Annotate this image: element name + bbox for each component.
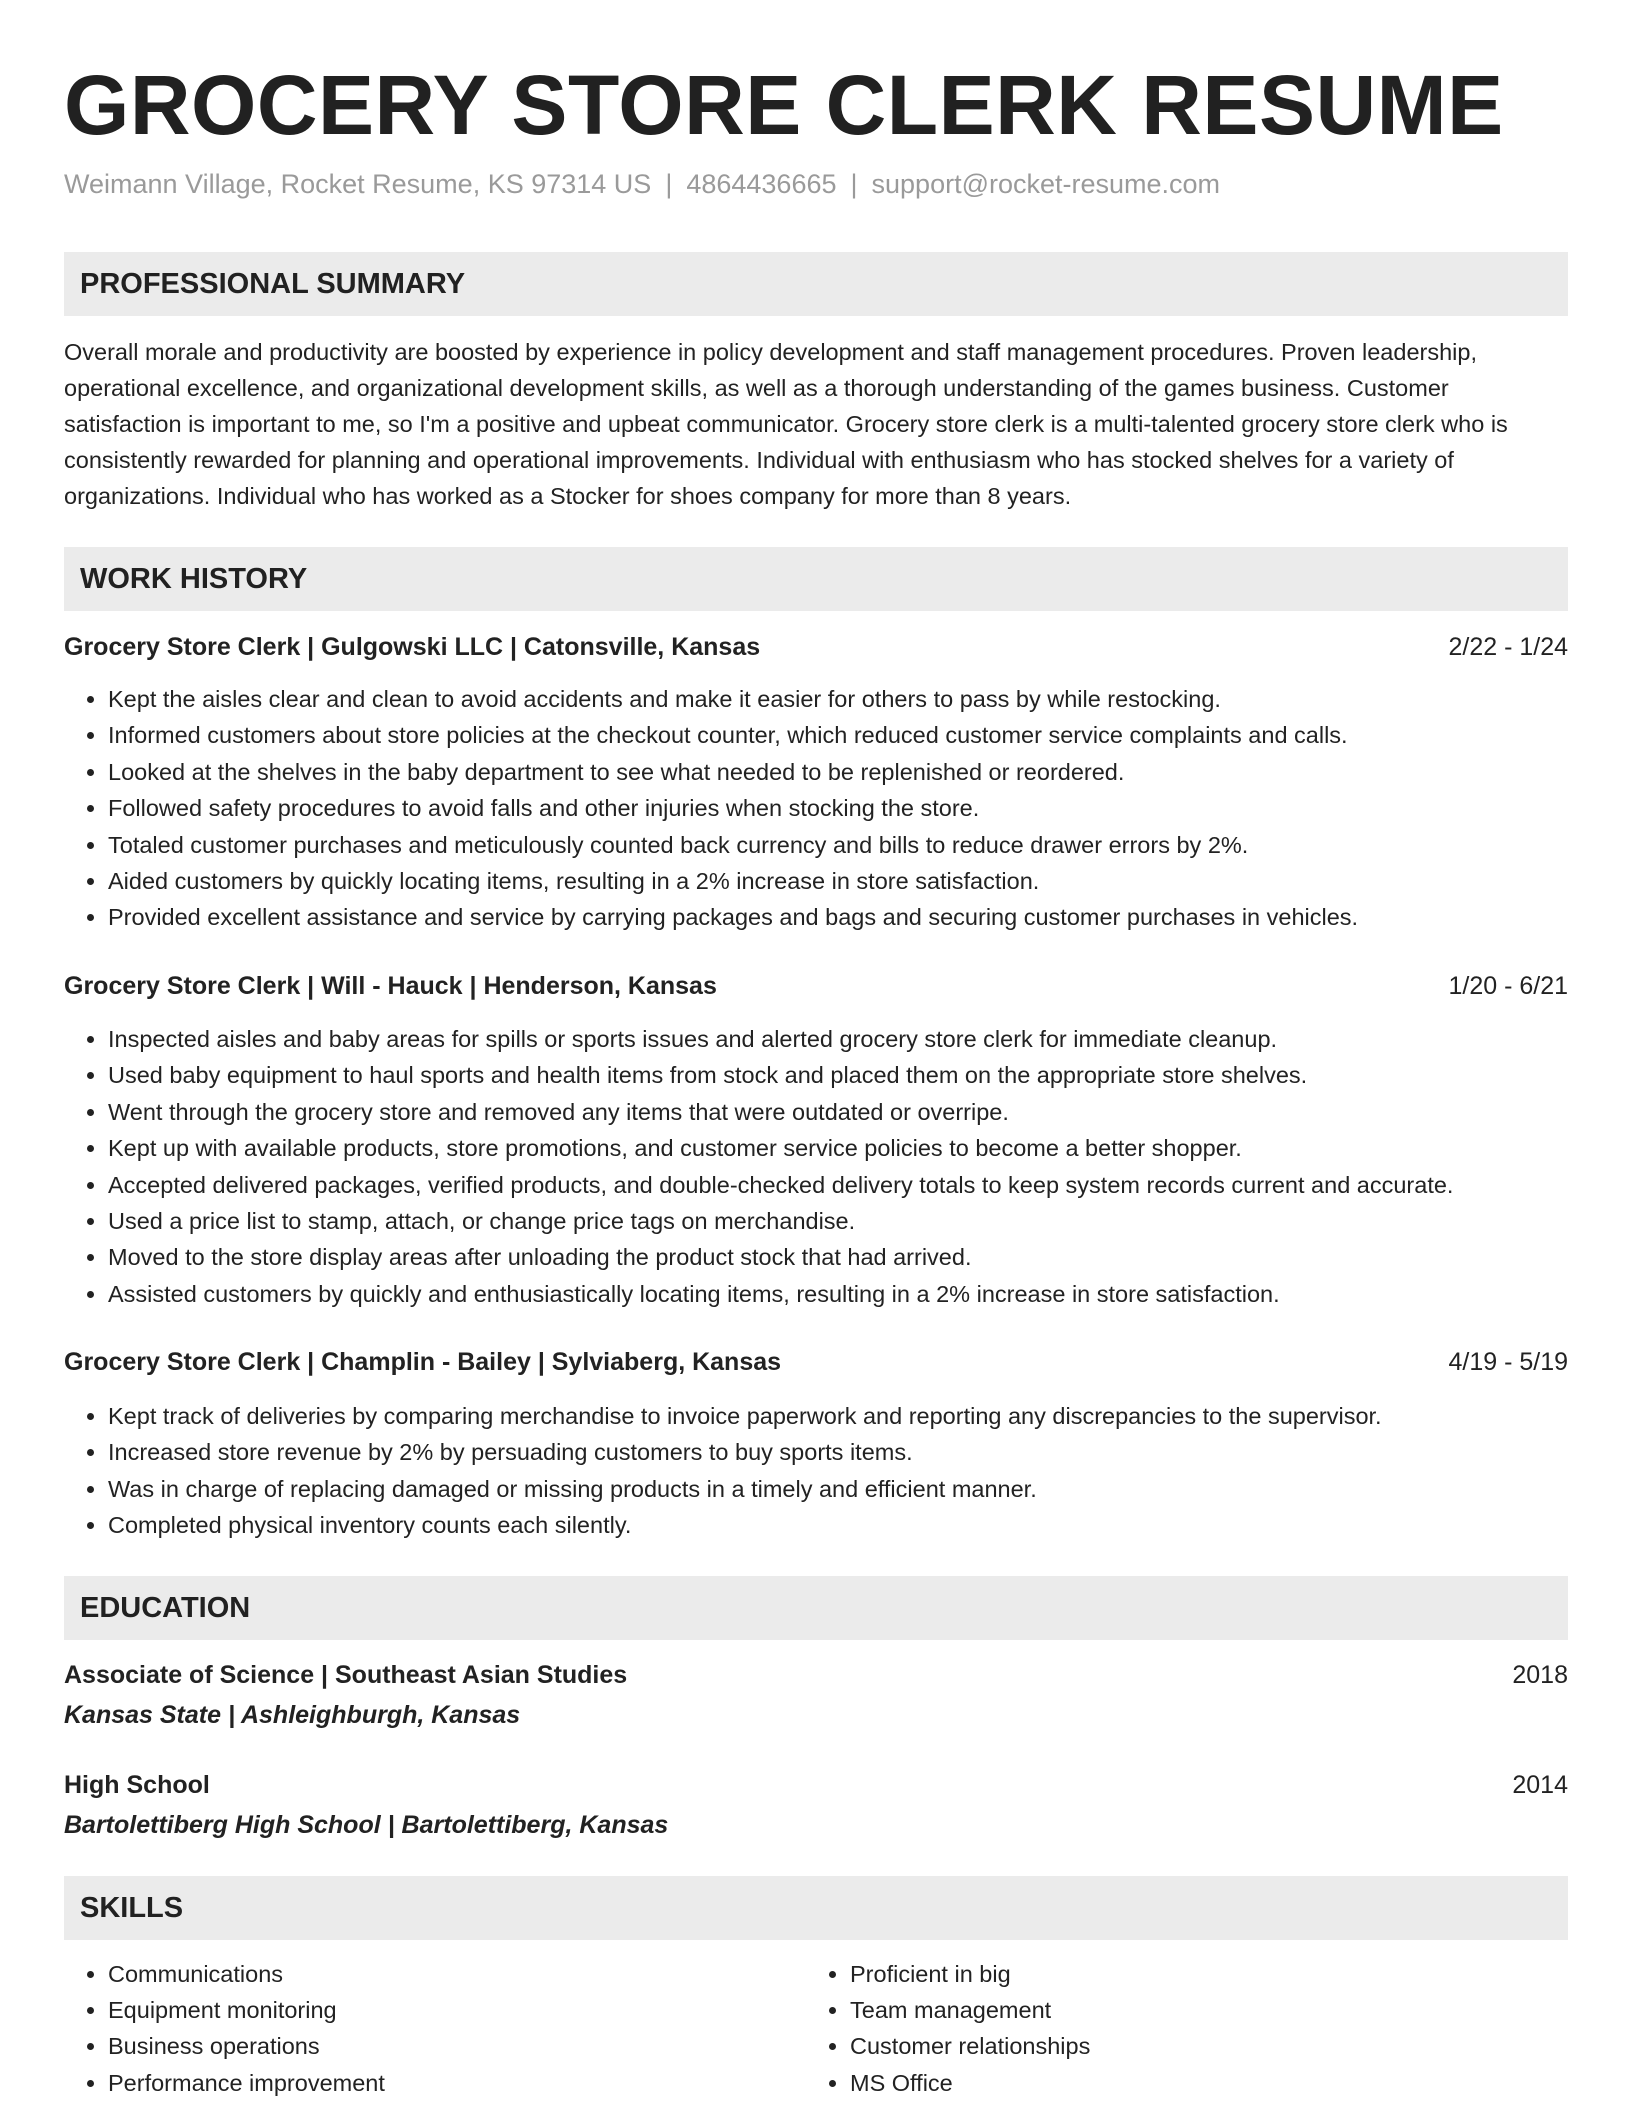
job-bullet: • Went through the grocery store and removed any items that were outdated or overripe. (108, 1094, 1568, 1130)
job-dates: 2/22 - 1/24 (1448, 633, 1568, 661)
section-heading-summary: PROFESSIONAL SUMMARY (64, 252, 1568, 316)
job-bullet: • Accepted delivered packages, verified products, and double-checked delivery totals to keep system records current and accurate. (108, 1167, 1568, 1203)
job-bullet: • Assisted customers by quickly and enthusiastically locating items, resulting in a 2% increase in store satisfaction. (108, 1276, 1568, 1312)
job-bullet: • Followed safety procedures to avoid falls and other injuries when stocking the store. (108, 790, 1568, 826)
job-bullet: • Totaled customer purchases and meticulously counted back currency and bills to reduce drawer errors by 2%. (108, 827, 1568, 863)
contact-address: Weimann Village, Rocket Resume, KS 97314 US (64, 169, 652, 199)
skill-item: • MS Office (850, 2065, 1550, 2101)
job-header (64, 968, 1568, 1004)
skill-item: • Business operations (108, 2028, 798, 2064)
education-degree: Associate of Science | Southeast Asian Studies (64, 1661, 628, 1689)
summary-text: Overall morale and productivity are boosted by experience in policy development and staff management procedures. Proven leadership, operational excellence, and organizational development skills, as well as a thorough understanding of the games business. Customer satisfaction is important to me, so I'm a positive and upbeat communicator. Grocery store clerk is a multi-talented grocery store clerk who is consistently rewarded for planning and operational improvements. Individual with enthusiasm who has stocked shelves for a variety of organizations. Individual who has worked as a Stocker for shoes company for more than 8 years. (64, 339, 1508, 509)
job-dates: 1/20 - 6/21 (1448, 972, 1568, 1000)
skill-item: • Performance improvement (108, 2065, 798, 2101)
job-bullet: • Was in charge of replacing damaged or missing products in a timely and efficient manner. (108, 1471, 1568, 1507)
contact-email: support@rocket-resume.com (871, 169, 1221, 199)
contact-phone: 4864436665 (686, 169, 837, 199)
contact-separator: | (850, 169, 858, 199)
job-bullet-list (64, 1021, 1568, 1312)
job-bullet: • Used a price list to stamp, attach, or change price tags on merchandise. (108, 1203, 1568, 1239)
job-bullet: • Kept track of deliveries by comparing merchandise to invoice paperwork and reporting any discrepancies to the supervisor. (108, 1398, 1568, 1434)
job-bullet: • Kept up with available products, store promotions, and customer service policies to become a better shopper. (108, 1130, 1568, 1166)
skills-list-left (64, 1956, 798, 2101)
section-heading-work-history: WORK HISTORY (64, 547, 1568, 611)
job-bullet: • Moved to the store display areas after unloading the product stock that had arrived. (108, 1239, 1568, 1275)
education-year: 2014 (1512, 1771, 1568, 1799)
skill-item: • Equipment monitoring (108, 1992, 798, 2028)
job-bullet: • Looked at the shelves in the baby department to see what needed to be replenished or reordered. (108, 754, 1568, 790)
job-header (64, 629, 1568, 665)
skills-list-right (806, 1956, 1550, 2101)
education-header (64, 1767, 1568, 1803)
job-title: Grocery Store Clerk | Will - Hauck | Henderson, Kansas (64, 972, 717, 1000)
contact-separator: | (665, 169, 673, 199)
education-year: 2018 (1512, 1661, 1568, 1689)
job-bullet: • Inspected aisles and baby areas for spills or sports issues and alerted grocery store clerk for immediate cleanup. (108, 1021, 1568, 1057)
education-school: Bartolettiberg High School | Bartolettiberg, Kansas (64, 1811, 669, 1839)
section-heading-education: EDUCATION (64, 1576, 1568, 1640)
job-bullet: • Used baby equipment to haul sports and health items from stock and placed them on the appropriate store shelves. (108, 1057, 1568, 1093)
job-header (64, 1344, 1568, 1380)
resume-title: GROCERY STORE CLERK RESUME (64, 58, 1504, 152)
job-dates: 4/19 - 5/19 (1448, 1348, 1568, 1376)
skill-item: • Proficient in big (850, 1956, 1550, 1992)
job-bullet: • Aided customers by quickly locating items, resulting in a 2% increase in store satisfaction. (108, 863, 1568, 899)
job-bullet: • Increased store revenue by 2% by persuading customers to buy sports items. (108, 1434, 1568, 1470)
contact-line (64, 166, 1220, 202)
education-header (64, 1657, 1568, 1693)
skill-item: • Communications (108, 1956, 798, 1992)
education-school: Kansas State | Ashleighburgh, Kansas (64, 1701, 521, 1729)
job-title: Grocery Store Clerk | Gulgowski LLC | Catonsville, Kansas (64, 633, 761, 661)
job-bullet: • Provided excellent assistance and service by carrying packages and bags and securing customer purchases in vehicles. (108, 899, 1568, 935)
job-bullet: • Informed customers about store policies at the checkout counter, which reduced customer service complaints and calls. (108, 717, 1568, 753)
skill-item: • Team management (850, 1992, 1550, 2028)
section-heading-skills: SKILLS (64, 1876, 1568, 1940)
job-bullet-list (64, 681, 1568, 936)
job-bullet-list (64, 1398, 1568, 1544)
education-degree: High School (64, 1771, 210, 1799)
job-bullet: • Completed physical inventory counts each silently. (108, 1507, 1568, 1543)
job-bullet: • Kept the aisles clear and clean to avoid accidents and make it easier for others to pass by while restocking. (108, 681, 1568, 717)
job-title: Grocery Store Clerk | Champlin - Bailey | Sylviaberg, Kansas (64, 1348, 782, 1376)
skill-item: • Customer relationships (850, 2028, 1550, 2064)
